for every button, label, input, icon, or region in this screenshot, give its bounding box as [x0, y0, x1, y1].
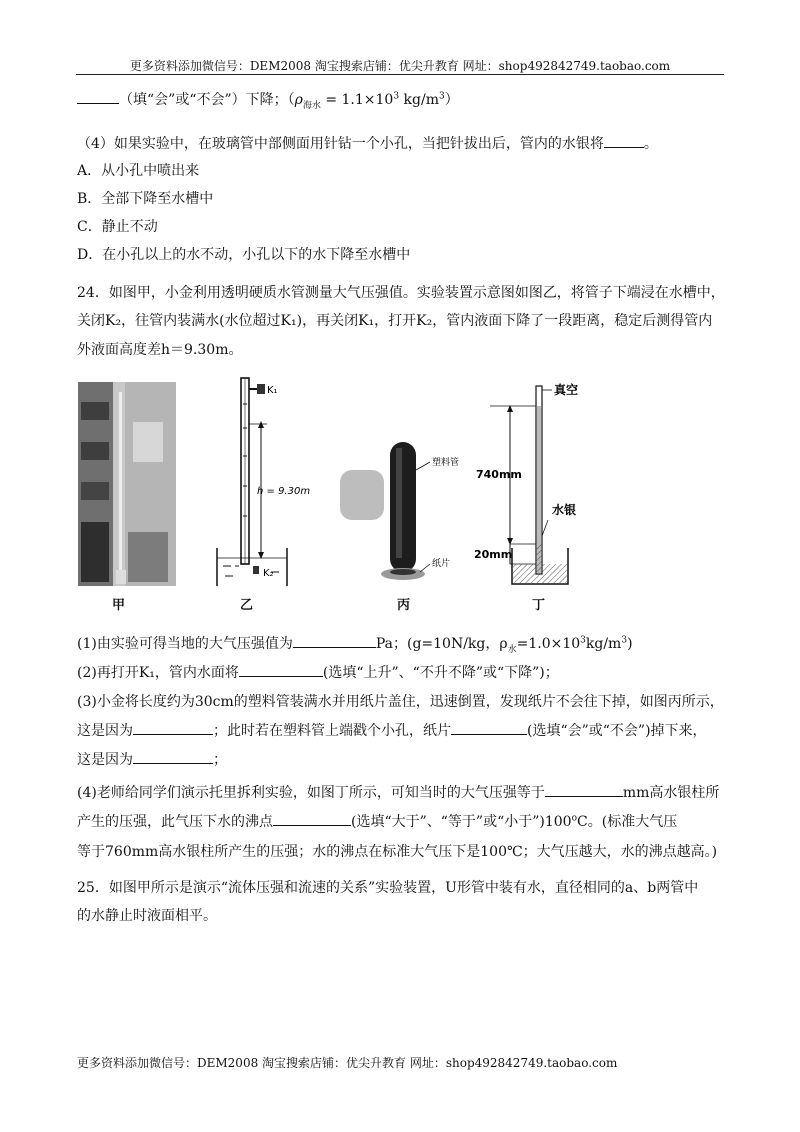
q24-part1-unit: Pa；(g=10N/kg，ρ: [375, 636, 508, 652]
rho-subscript: 海水: [302, 100, 321, 111]
answer-blank: [77, 90, 119, 104]
q24-part3-options: (选填“会”或“不会”)掉下来，: [527, 723, 707, 739]
rho-unit-exponent: 3: [438, 91, 445, 102]
rho-symbol: ρ: [294, 92, 303, 108]
q23-part4-text: （4）如果实验中，在玻璃管中部侧面用针钻一个小孔，当把针拔出后，管内的水银将: [77, 136, 604, 152]
q23-instruction: （填“会”或“不会”）下降；（: [119, 92, 295, 108]
answer-blank: [293, 634, 376, 648]
q24-part1: [77, 633, 633, 655]
figure-yi-diagram: [205, 376, 310, 586]
figure-caption-ding: 丁: [532, 598, 546, 613]
q24-part3-end: ；: [213, 752, 227, 768]
rho-water-subscript: 水: [507, 644, 517, 655]
option-c: C．静止不动: [77, 219, 158, 235]
answer-blank: [604, 134, 644, 148]
q24-part3-line3: [77, 749, 227, 769]
degree-mark: o: [571, 813, 578, 824]
height-20-label: 20mm: [474, 548, 513, 561]
q24-part4-line1: [77, 782, 719, 802]
k1-label: K₁: [267, 385, 278, 396]
paper-label: 纸片: [432, 559, 451, 569]
q24-part4-note: C。(标准大气压: [577, 814, 678, 830]
q24-part4-line2: [77, 811, 677, 831]
option-b: B．全部下降至水槽中: [77, 191, 214, 207]
answer-blank: [239, 663, 323, 677]
q24-part4-text: (4)老师给同学们演示托里拆利实验，如图丁所示，可知当时的大气压强等于: [77, 785, 545, 801]
q24-part1-density: =1.0×10: [516, 636, 581, 652]
q23-part4-end: 。: [643, 136, 658, 152]
q24-part3-hole: ；此时若在塑料管上端戳个小孔，纸片: [213, 723, 451, 739]
h-label: h = 9.30m: [257, 486, 310, 497]
answer-blank: [133, 750, 213, 764]
figure-caption-jia: 甲: [112, 598, 126, 613]
q24-part4-options: (选填“大于”、“等于”或“小于”)100: [351, 814, 572, 830]
rho-value: = 1.1×10: [320, 92, 394, 108]
figure-ding-diagram: [470, 378, 620, 590]
density-exponent: 3: [580, 635, 586, 646]
figure-jia-photo: [78, 382, 176, 586]
q25-line1: 25．如图甲所示是演示“流体压强和流速的关系”实验装置，U形管中装有水，直径相同的a、b两管中: [77, 880, 699, 896]
density-unit-exponent: 3: [621, 635, 628, 646]
mercury-label: 水银: [552, 503, 577, 517]
q24-part1-close: ): [627, 636, 633, 652]
q24-part2-text: (2)再打开K₁，管内水面将: [77, 665, 239, 681]
density-unit: kg/m: [585, 636, 622, 652]
answer-blank: [133, 721, 213, 735]
rho-unit: kg/m: [399, 92, 439, 108]
q24-part3-because2: 这是因为: [77, 752, 133, 768]
tube-label: 塑料管: [432, 458, 460, 468]
q24-part4-boil: 产生的压强，此气压下水的沸点: [77, 814, 273, 830]
q24-stem-line1: 24．如图甲，小金利用透明硬质水管测量大气压强值。实验装置示意图如图乙，将管子下端浸在水槽中，: [77, 285, 725, 301]
q25-line2: 的水静止时液面相平。: [77, 908, 217, 924]
option-d: D．在小孔以上的水不动，小孔以下的水下降至水槽中: [77, 247, 411, 263]
q24-part2-options: (选填“上升”、“不升不降”或“下降”)；: [322, 665, 559, 681]
q23-fill-line: [77, 89, 459, 111]
answer-blank: [451, 721, 527, 735]
figure-bing-photo: [340, 440, 470, 585]
vacuum-label: 真空: [554, 383, 579, 397]
q24-stem-line2: 关闭K₂，往管内装满水(水位超过K₁)，再关闭K₁，打开K₂，管内液面下降了一段距离，稳定后测得管内: [77, 313, 713, 329]
page-footer: 更多资料添加微信号：DEM2008 淘宝搜索店铺：优尖升教育 网址：shop492842749.taobao.com: [77, 1056, 618, 1070]
q24-part4-unit: mm高水银柱所: [622, 785, 720, 801]
answer-blank: [273, 812, 351, 826]
q24-part1-text: (1)由实验可得当地的大气压强值为: [77, 636, 293, 652]
q24-part2: [77, 662, 559, 682]
height-740-label: 740mm: [476, 468, 522, 481]
header-rule: [76, 74, 724, 75]
q24-part3-line2: [77, 720, 707, 740]
answer-blank: [545, 783, 623, 797]
rho-exponent: 3: [393, 91, 400, 102]
q24-part4-line3: 等于760mm高水银柱所产生的压强；水的沸点在标准大气压下是100℃；大气压越大，水的沸点越高。): [77, 844, 718, 860]
k2-label: K₂: [263, 568, 274, 579]
q24-part3-line1: (3)小金将长度约为30cm的塑料管装满水并用纸片盖住，迅速倒置，发现纸片不会往下掉，如图丙所示，: [77, 694, 724, 710]
figure-caption-bing: 丙: [397, 598, 411, 613]
q24-part3-because: 这是因为: [77, 723, 133, 739]
option-a: A．从小孔中喷出来: [77, 163, 200, 179]
page-header: 更多资料添加微信号：DEM2008 淘宝搜索店铺：优尖升教育 网址：shop492842749.taobao.com: [129, 59, 671, 73]
rho-close: ）: [444, 92, 459, 108]
figure-caption-yi: 乙: [240, 598, 254, 613]
q24-stem-line3: 外液面高度差h＝9.30m。: [77, 342, 243, 358]
q23-part4: [77, 133, 658, 153]
